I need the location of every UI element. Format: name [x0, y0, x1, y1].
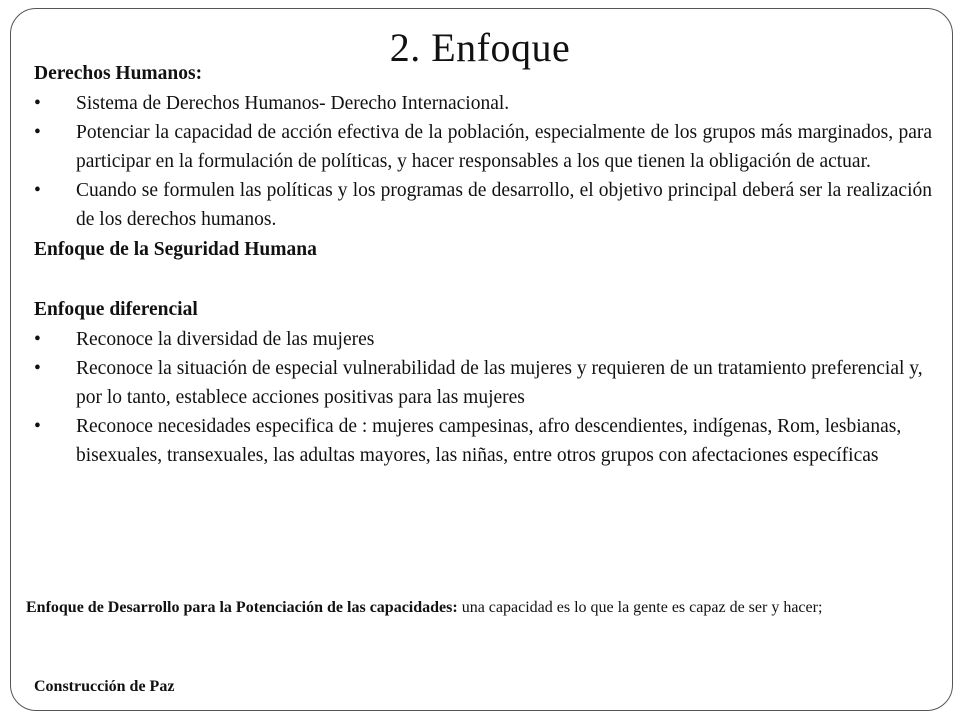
- list-item: [34, 412, 932, 470]
- bullet-icon: •: [34, 358, 41, 379]
- list-item-text: Potenciar la capacidad de acción efectiva de la población, especialmente de los grupos más marginados, para participar en la formulación de políticas, y hacer responsables a los que tienen la obligación de actuar.: [76, 122, 932, 172]
- slide-title: 2. Enfoque: [389, 25, 571, 70]
- list-item-text: Reconoce la situación de especial vulnerabilidad de las mujeres y requieren de un tratamiento preferencial y, por lo tanto, establece acciones positivas para las mujeres: [76, 358, 923, 408]
- list-item-text: Reconoce la diversidad de las mujeres: [76, 329, 375, 350]
- bullet-icon: •: [34, 93, 41, 114]
- list-item: [34, 325, 932, 354]
- list-item-text: Cuando se formulen las políticas y los programas de desarrollo, el objetivo principal deberá ser la realización de los derechos humanos.: [76, 180, 932, 230]
- list-item: [34, 118, 932, 176]
- list-item-text: Sistema de Derechos Humanos- Derecho Internacional.: [76, 93, 510, 114]
- bullet-icon: •: [34, 329, 41, 350]
- derechos-list: [34, 89, 932, 234]
- bullet-icon: •: [34, 416, 41, 437]
- desarrollo-text: una capacidad es lo que la gente es capaz de ser y hacer;: [457, 599, 823, 616]
- heading-construccion-paz: Construcción de Paz: [34, 678, 175, 695]
- slide-content: [34, 58, 932, 470]
- list-item: [34, 89, 932, 118]
- list-item-text: Reconoce necesidades especifica de : mujeres campesinas, afro descendientes, indígenas, Rom, lesbianas, bisexuales, transexuales, las adultas mayores, las niñas, entre otros grupos con afectaciones específicas: [76, 416, 902, 466]
- heading-enfoque-diferencial: Enfoque diferencial: [34, 299, 198, 320]
- bullet-icon: •: [34, 180, 41, 201]
- desarrollo-label: Enfoque de Desarrollo para la Potenciación de las capacidades:: [26, 599, 458, 616]
- spacer: [34, 265, 932, 294]
- heading-seguridad-humana: Enfoque de la Seguridad Humana: [34, 239, 317, 260]
- list-item: [34, 354, 932, 412]
- desarrollo-paragraph: [26, 596, 856, 620]
- heading-derechos-humanos: Derechos Humanos:: [34, 63, 203, 84]
- diferencial-list: [34, 325, 932, 470]
- bullet-icon: •: [34, 122, 41, 143]
- list-item: [34, 176, 932, 234]
